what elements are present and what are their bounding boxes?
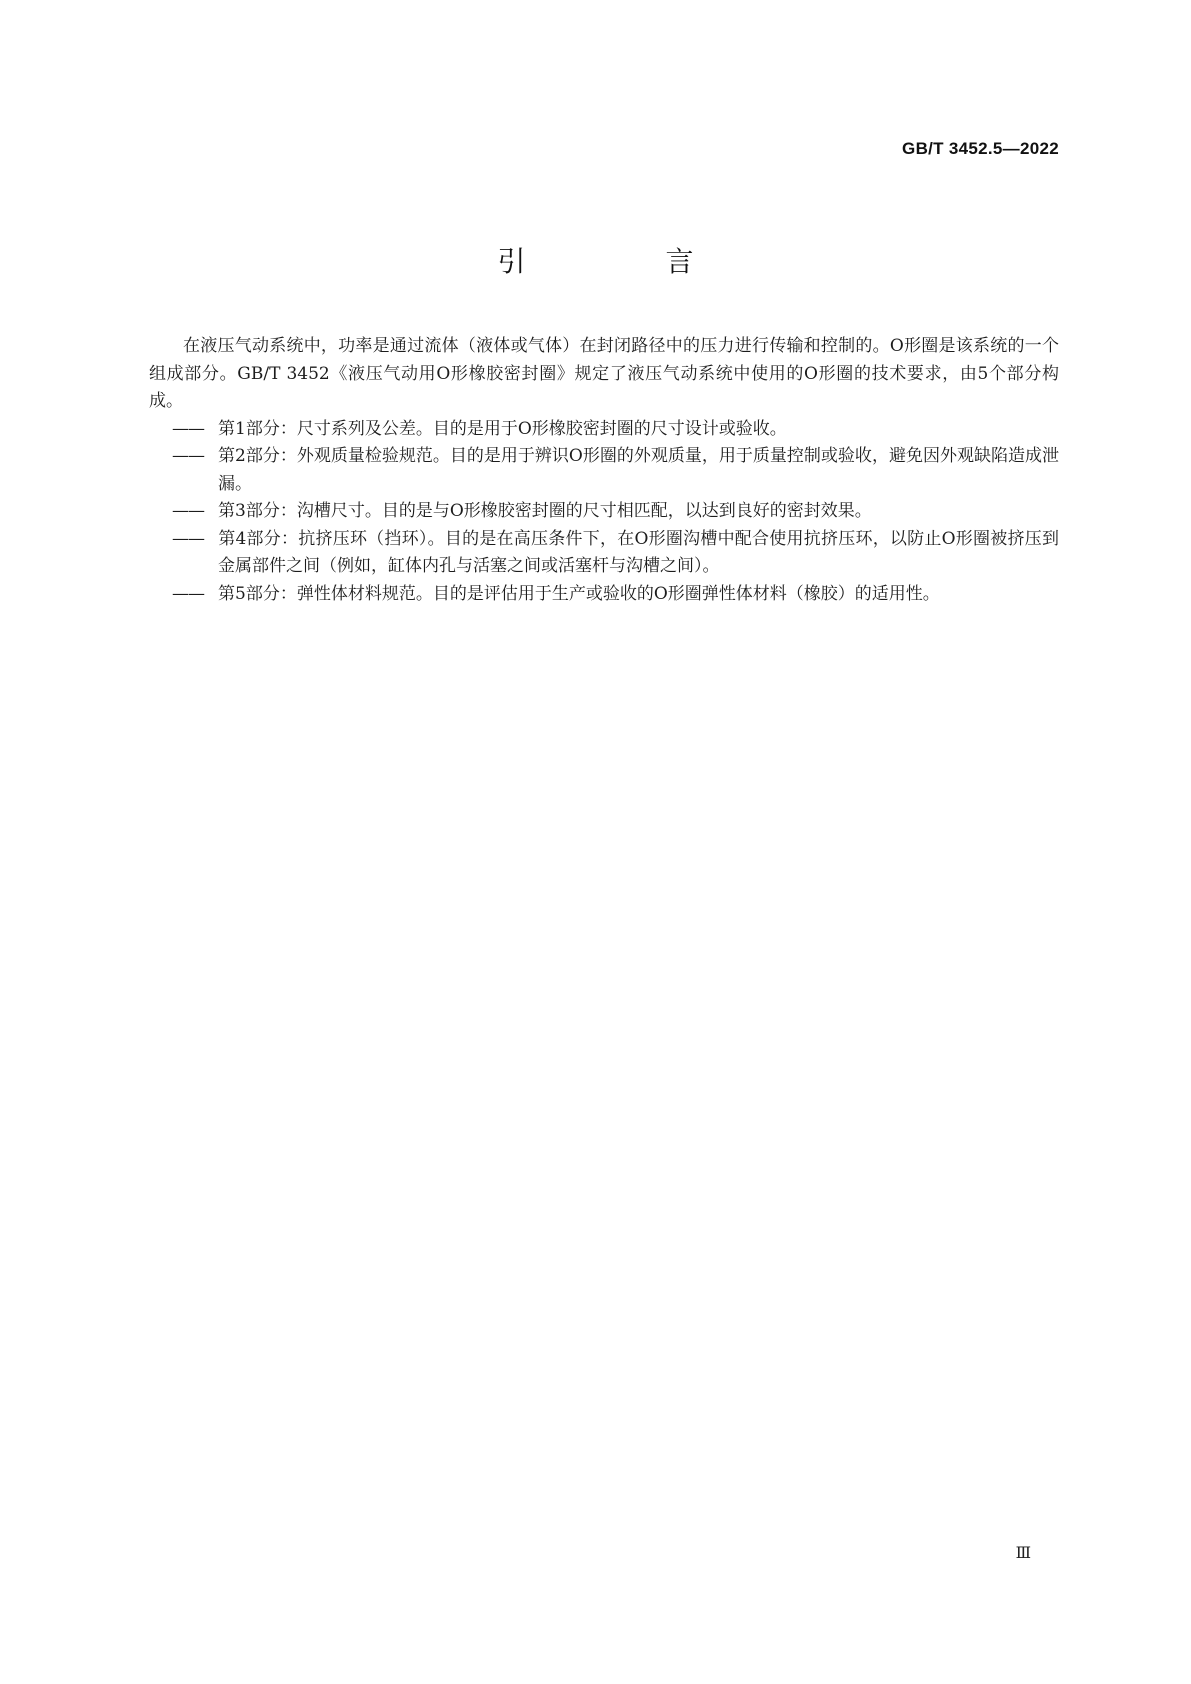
standard-number-header: GB/T 3452.5—2022	[902, 139, 1059, 158]
list-item-text: 第4部分：抗挤压环（挡环）。目的是在高压条件下，在O形圈沟槽中配合使用抗挤压环，以防止O形圈被挤压到金属部件之间（例如，缸体内孔与活塞之间或活塞杆与沟槽之间）。	[218, 528, 1059, 576]
parts-list	[149, 416, 1059, 609]
list-item-text: 第2部分：外观质量检验规范。目的是用于辨识O形圈的外观质量，用于质量控制或验收，避免因外观缺陷造成泄漏。	[218, 446, 1059, 494]
list-dash: ——	[172, 418, 204, 439]
body-text	[149, 333, 1059, 608]
intro-paragraph: 在液压气动系统中，功率是通过流体（液体或气体）在封闭路径中的压力进行传输和控制的。O形圈是该系统的一个组成部分。GB/T 3452《液压气动用O形橡胶密封圈》规定了液压气动系统中使用的O形圈的技术要求，由5个部分构成。	[149, 336, 1059, 411]
list-item-text: 第1部分：尺寸系列及公差。目的是用于O形橡胶密封圈的尺寸设计或验收。	[218, 418, 787, 439]
page-number: Ⅲ	[1015, 1543, 1031, 1562]
list-item-part-4	[149, 526, 1059, 581]
list-dash: ——	[172, 501, 204, 521]
list-item-part-1	[149, 416, 1059, 444]
list-item-text: 第3部分：沟槽尺寸。目的是与O形橡胶密封圈的尺寸相匹配，以达到良好的密封效果。	[218, 501, 872, 521]
list-item-part-5	[149, 581, 1059, 609]
list-item-part-3	[149, 498, 1059, 526]
section-title: 引 言	[497, 245, 750, 278]
list-item-text: 第5部分：弹性体材料规范。目的是评估用于生产或验收的O形圈弹性体材料（橡胶）的适用性。	[218, 583, 940, 604]
list-item-part-2	[149, 443, 1059, 498]
list-dash: ——	[172, 528, 204, 549]
list-dash: ——	[172, 446, 204, 466]
list-dash: ——	[172, 583, 204, 604]
